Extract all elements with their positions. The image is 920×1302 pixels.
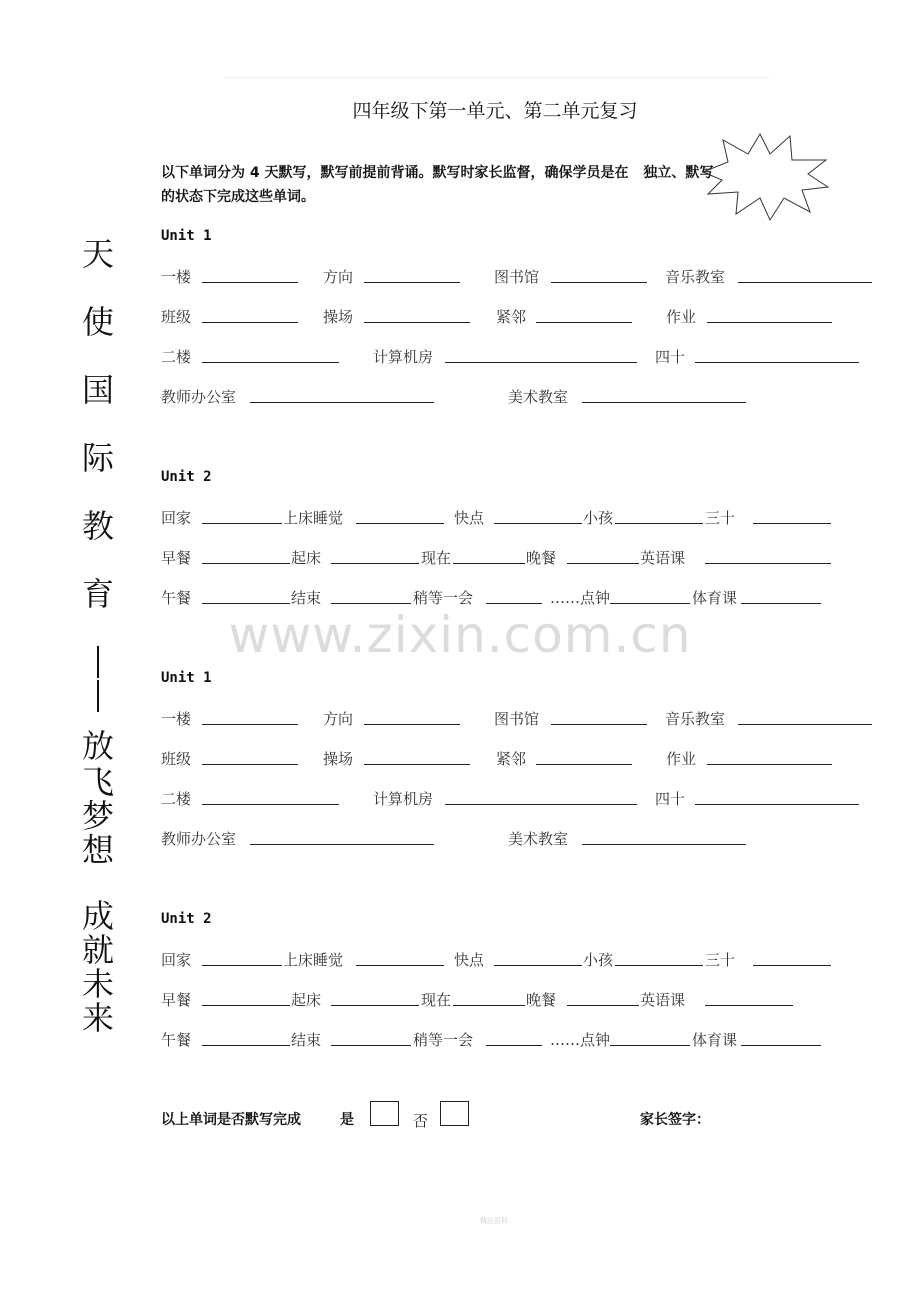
- word-label: 晚餐: [526, 991, 557, 1009]
- word-label: 现在: [421, 991, 452, 1009]
- slogan-char: 国: [81, 371, 114, 409]
- answer-blank[interactable]: [202, 724, 298, 725]
- answer-blank[interactable]: [364, 764, 470, 765]
- word-label: 早餐: [161, 991, 192, 1009]
- word-row: [0, 1029, 920, 1053]
- word-row: [0, 788, 920, 812]
- word-label: 起床: [291, 549, 322, 567]
- answer-blank[interactable]: [753, 523, 831, 524]
- word-row: [0, 949, 920, 973]
- word-label: 四十: [655, 348, 686, 366]
- word-label: 四十: [655, 790, 686, 808]
- answer-blank[interactable]: [331, 1045, 411, 1046]
- word-label: 方向: [323, 710, 354, 728]
- word-label: 小孩: [583, 509, 614, 527]
- word-label: 美术教室: [508, 388, 569, 406]
- word-label: 晚餐: [526, 549, 557, 567]
- slogan-char: 就: [81, 931, 114, 969]
- word-label: 图书馆: [494, 710, 540, 728]
- unit-heading: Unit 1: [161, 670, 212, 686]
- word-label: 班级: [161, 308, 192, 326]
- answer-blank[interactable]: [453, 1005, 525, 1006]
- slogan-char: 育: [81, 575, 114, 613]
- answer-blank[interactable]: [356, 965, 444, 966]
- word-row: [0, 748, 920, 772]
- slogan-char: 飞: [81, 763, 114, 801]
- answer-blank[interactable]: [364, 724, 460, 725]
- slogan-char: 梦: [81, 797, 114, 835]
- word-label: 体育课: [692, 1031, 738, 1049]
- word-label: 小孩: [583, 951, 614, 969]
- slogan-char: 成: [81, 897, 114, 935]
- unit-heading: Unit 2: [161, 911, 212, 927]
- answer-blank[interactable]: [741, 603, 821, 604]
- word-label: 班级: [161, 750, 192, 768]
- answer-blank[interactable]: [202, 362, 339, 363]
- word-label: 英语课: [640, 549, 686, 567]
- answer-blank[interactable]: [202, 1005, 290, 1006]
- answer-blank[interactable]: [738, 282, 872, 283]
- answer-blank[interactable]: [741, 1045, 821, 1046]
- word-label: 紧邻: [496, 308, 527, 326]
- word-row: [0, 828, 920, 852]
- word-row: [0, 306, 920, 330]
- word-row: [0, 989, 920, 1013]
- word-label: 三十: [705, 951, 736, 969]
- answer-blank[interactable]: [364, 282, 460, 283]
- word-label: 午餐: [161, 589, 192, 607]
- word-label: 午餐: [161, 1031, 192, 1049]
- word-label: 一楼: [161, 710, 192, 728]
- intro-line-2: 的状态下完成这些单词。: [161, 189, 315, 205]
- word-label: 稍等一会: [413, 589, 474, 607]
- answer-blank[interactable]: [202, 322, 298, 323]
- no-checkbox[interactable]: [440, 1101, 469, 1126]
- answer-blank[interactable]: [536, 322, 632, 323]
- completion-question: 以上单词是否默写完成: [161, 1112, 301, 1128]
- word-label: ……点钟: [550, 1031, 611, 1049]
- answer-blank[interactable]: [486, 603, 542, 604]
- intro-highlight: 独立、默写: [643, 165, 714, 181]
- answer-blank[interactable]: [705, 1005, 793, 1006]
- answer-blank[interactable]: [202, 603, 290, 604]
- slogan-char: 天: [81, 235, 114, 273]
- word-label: 教师办公室: [161, 830, 237, 848]
- slogan-char: 际: [81, 439, 114, 477]
- answer-blank[interactable]: [494, 523, 582, 524]
- answer-blank[interactable]: [615, 523, 703, 524]
- answer-blank[interactable]: [445, 804, 637, 805]
- word-label: 现在: [421, 549, 452, 567]
- answer-blank[interactable]: [202, 804, 339, 805]
- answer-blank[interactable]: [567, 563, 639, 564]
- parent-signature-label: 家长签字：: [640, 1112, 710, 1128]
- word-label: 体育课: [692, 589, 738, 607]
- slogan-char: 来: [81, 999, 114, 1037]
- answer-blank[interactable]: [202, 563, 290, 564]
- word-label: 教师办公室: [161, 388, 237, 406]
- word-label: 快点: [454, 951, 485, 969]
- word-label: 上床睡觉: [283, 951, 344, 969]
- answer-blank[interactable]: [445, 362, 637, 363]
- word-label: 计算机房: [373, 790, 434, 808]
- answer-blank[interactable]: [202, 282, 298, 283]
- word-label: 一楼: [161, 268, 192, 286]
- page-title: 四年级下第一单元、第二单元复习: [352, 100, 638, 122]
- slogan-char: 未: [81, 965, 114, 1003]
- word-label: 回家: [161, 509, 192, 527]
- word-label: 作业: [666, 308, 697, 326]
- answer-blank[interactable]: [494, 965, 582, 966]
- word-label: 计算机房: [373, 348, 434, 366]
- answer-blank[interactable]: [453, 563, 525, 564]
- word-row: [0, 266, 920, 290]
- answer-blank[interactable]: [331, 1005, 419, 1006]
- word-label: 作业: [666, 750, 697, 768]
- word-label: 回家: [161, 951, 192, 969]
- answer-blank[interactable]: [753, 965, 831, 966]
- header-rule: [225, 77, 770, 78]
- answer-blank[interactable]: [202, 764, 298, 765]
- unit-heading: Unit 1: [161, 228, 212, 244]
- word-label: 操场: [323, 750, 354, 768]
- answer-blank[interactable]: [202, 1045, 290, 1046]
- answer-blank[interactable]: [331, 563, 419, 564]
- slogan-char: 放: [81, 727, 114, 765]
- answer-blank[interactable]: [536, 764, 632, 765]
- word-label: 结束: [291, 1031, 322, 1049]
- word-label: 早餐: [161, 549, 192, 567]
- answer-blank[interactable]: [610, 603, 690, 604]
- word-label: 美术教室: [508, 830, 569, 848]
- answer-blank[interactable]: [356, 523, 444, 524]
- answer-blank[interactable]: [551, 724, 647, 725]
- no-label: 否: [413, 1112, 429, 1130]
- word-row: [0, 587, 920, 611]
- answer-blank[interactable]: [486, 1045, 542, 1046]
- word-row: [0, 386, 920, 410]
- intro-line-1: [161, 162, 713, 182]
- answer-blank[interactable]: [615, 965, 703, 966]
- answer-blank[interactable]: [551, 282, 647, 283]
- answer-blank[interactable]: [331, 603, 411, 604]
- word-label: 起床: [291, 991, 322, 1009]
- word-label: 结束: [291, 589, 322, 607]
- word-row: [0, 346, 920, 370]
- slogan-char: 教: [81, 507, 114, 545]
- answer-blank[interactable]: [695, 362, 859, 363]
- answer-blank[interactable]: [707, 764, 832, 765]
- word-label: 音乐教室: [665, 710, 726, 728]
- unit-heading: Unit 2: [161, 469, 212, 485]
- slogan-char: 使: [81, 303, 114, 341]
- watermark: www.zixin.com.cn: [228, 606, 692, 664]
- word-row: [0, 547, 920, 571]
- word-label: 英语课: [640, 991, 686, 1009]
- word-label: 紧邻: [496, 750, 527, 768]
- answer-blank[interactable]: [250, 844, 434, 845]
- answer-blank[interactable]: [738, 724, 872, 725]
- answer-blank[interactable]: [610, 1045, 690, 1046]
- answer-blank[interactable]: [364, 322, 470, 323]
- word-label: ……点钟: [550, 589, 611, 607]
- answer-blank[interactable]: [250, 402, 434, 403]
- word-label: 图书馆: [494, 268, 540, 286]
- starburst-shape: [698, 132, 830, 224]
- page-note: 精品资料: [480, 1217, 508, 1225]
- answer-blank[interactable]: [202, 523, 282, 524]
- word-row: [0, 507, 920, 531]
- answer-blank[interactable]: [582, 844, 746, 845]
- slogan-char: 想: [81, 831, 114, 869]
- answer-blank[interactable]: [202, 965, 282, 966]
- intro-text: 以下单词分为 4 天默写，默写前提前背诵。默写时家长监督，确保学员是在: [161, 165, 629, 181]
- word-label: 二楼: [161, 790, 192, 808]
- answer-blank[interactable]: [695, 804, 859, 805]
- yes-checkbox[interactable]: [370, 1101, 399, 1126]
- word-label: 稍等一会: [413, 1031, 474, 1049]
- yes-label: 是: [340, 1112, 354, 1128]
- word-label: 二楼: [161, 348, 192, 366]
- answer-blank[interactable]: [705, 563, 831, 564]
- answer-blank[interactable]: [707, 322, 832, 323]
- answer-blank[interactable]: [567, 1005, 639, 1006]
- word-row: [0, 708, 920, 732]
- word-label: 方向: [323, 268, 354, 286]
- word-label: 快点: [454, 509, 485, 527]
- word-label: 三十: [705, 509, 736, 527]
- word-label: 上床睡觉: [283, 509, 344, 527]
- word-label: 操场: [323, 308, 354, 326]
- word-label: 音乐教室: [665, 268, 726, 286]
- answer-blank[interactable]: [582, 402, 746, 403]
